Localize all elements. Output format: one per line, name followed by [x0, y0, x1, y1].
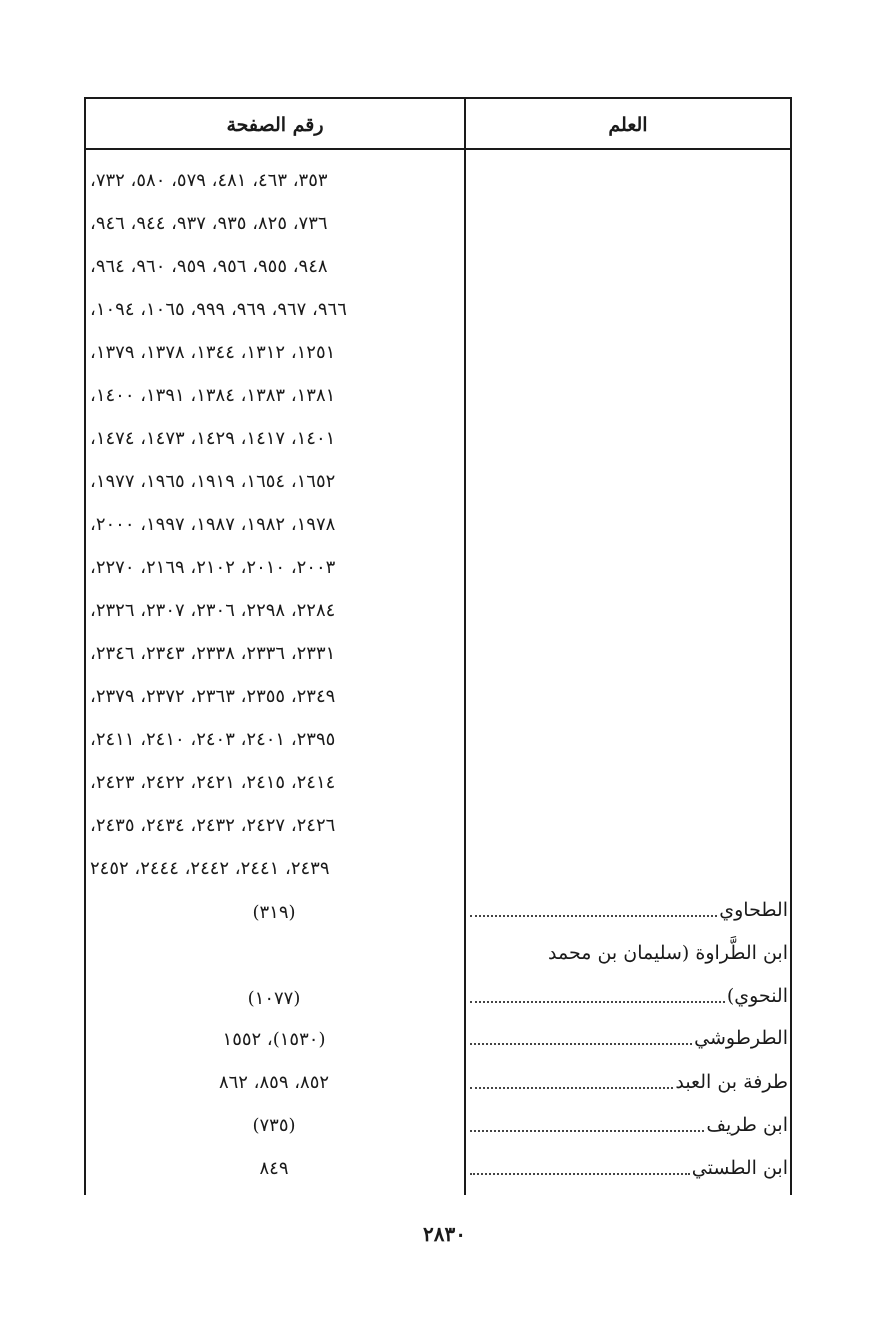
page-list-line: ١٣٨١، ١٣٨٣، ١٣٨٤، ١٣٩١، ١٤٠٠، — [90, 385, 336, 406]
index-entry-pages: ٨٤٩ — [259, 1158, 289, 1179]
index-entry-pages: (٧٣٥) — [252, 1115, 296, 1136]
page-list-line: ٩٦٦، ٩٦٧، ٩٦٩، ٩٩٩، ١٠٦٥، ١٠٩٤، — [90, 299, 347, 320]
index-entry-name: ابن الطَّراوة (سليمان بن محمد — [548, 942, 788, 964]
index-entry-name: ابن طريف — [470, 1109, 788, 1141]
page-number: ٢٨٣٠ — [423, 1222, 466, 1246]
index-entry-name: طرفة بن العبد — [470, 1066, 788, 1098]
column-header-pages: رقم الصفحة — [226, 114, 324, 136]
index-entry-name: النحوي) — [470, 980, 788, 1012]
index-entry-pages: (٣١٩) — [252, 902, 296, 923]
page-list-line: ٩٤٨، ٩٥٥، ٩٥٦، ٩٥٩، ٩٦٠، ٩٦٤، — [90, 256, 328, 277]
column-header-name: العلم — [608, 114, 648, 136]
table-top-border — [84, 97, 792, 99]
page-list-line: ٧٣٦، ٨٢٥، ٩٣٥، ٩٣٧، ٩٤٤، ٩٤٦، — [90, 213, 328, 234]
table-right-border — [790, 97, 792, 1195]
index-entry-pages: (١٥٣٠)، ١٥٥٢ — [222, 1029, 326, 1050]
page-list-line: ٢٣٩٥، ٢٤٠١، ٢٤٠٣، ٢٤١٠، ٢٤١١، — [90, 729, 336, 750]
table-left-border — [84, 97, 86, 1195]
index-entry-name: الطرطوشي — [470, 1022, 788, 1054]
index-entry-name: الطحاوي — [470, 894, 788, 926]
page-list-line: ٣٥٣، ٤٦٣، ٤٨١، ٥٧٩، ٥٨٠، ٧٣٢، — [90, 170, 328, 191]
page-list-line: ١٦٥٢، ١٦٥٤، ١٩١٩، ١٩٦٥، ١٩٧٧، — [90, 471, 336, 492]
column-divider — [464, 97, 466, 1195]
page-list-line: ٢٤٢٦، ٢٤٢٧، ٢٤٣٢، ٢٤٣٤، ٢٤٣٥، — [90, 815, 336, 836]
page-list-line: ٢٤١٤، ٢٤١٥، ٢٤٢١، ٢٤٢٢، ٢٤٢٣، — [90, 772, 336, 793]
index-entry-pages: ٨٥٢، ٨٥٩، ٨٦٢ — [218, 1072, 330, 1093]
page-list-line: ١٢٥١، ١٣١٢، ١٣٤٤، ١٣٧٨، ١٣٧٩، — [90, 342, 336, 363]
page-list-line: ١٩٧٨، ١٩٨٢، ١٩٨٧، ١٩٩٧، ٢٠٠٠، — [90, 514, 336, 535]
header-divider — [84, 148, 792, 150]
page-list-line: ٢٣٤٩، ٢٣٥٥، ٢٣٦٣، ٢٣٧٢، ٢٣٧٩، — [90, 686, 336, 707]
page-list-line: ٢٢٨٤، ٢٢٩٨، ٢٣٠٦، ٢٣٠٧، ٢٣٢٦، — [90, 600, 336, 621]
page-list-line: ٢٣٣١، ٢٣٣٦، ٢٣٣٨، ٢٣٤٣، ٢٣٤٦، — [90, 643, 336, 664]
page-list-line: ١٤٠١، ١٤١٧، ١٤٢٩، ١٤٧٣، ١٤٧٤، — [90, 428, 336, 449]
index-entry-pages: (١٠٧٧) — [247, 988, 301, 1009]
page-list-line: ٢٤٣٩، ٢٤٤١، ٢٤٤٢، ٢٤٤٤، ٢٤٥٢ — [90, 858, 330, 879]
page-list-line: ٢٠٠٣، ٢٠١٠، ٢١٠٢، ٢١٦٩، ٢٢٧٠، — [90, 557, 336, 578]
index-entry-name: ابن الطستي — [470, 1152, 788, 1184]
